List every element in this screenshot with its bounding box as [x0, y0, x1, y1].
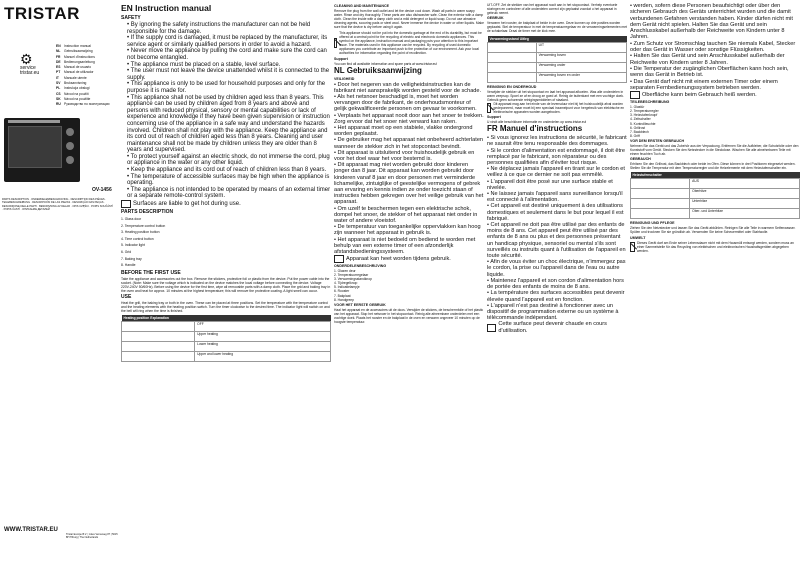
heating-symbol-cell — [488, 62, 537, 72]
bullet-item: • Verplaats het apparaat nooit door aan het snoer te trekken. Zorg ervoor dat het snoer niet verward kan raken. — [334, 112, 484, 125]
de-gebrauch-heading: GEBRAUCH — [630, 157, 651, 162]
bullet-item: • • This appliance shall not be used by children aged less than 8 years. This appliance can be used by children aged from 8 years and above and persons with reduced physical, sensory or mental capabilities or lack of experience and knowledge if they have been given supervision or instruction concerning use of the appliance in a safe way and understand the hazards involved. Children shall not play with the appliance. Keep the appliance and its cord out of reach of children aged less than 8 years. Cleaning and user maintenance shall not be made by children unless they are older than 8 years and supervised. — [127, 95, 331, 154]
language-code: FR — [56, 54, 61, 59]
heating-label-cell: Verwarming boven en onder — [536, 72, 626, 82]
de-rein-text: Ziehen Sie den Netzstecker und lassen Sie das Gerät abkühlen. Reinigen Sie alle Teile in warmem Seifenwasser. Spülen und trocknen Sie sie gründlich ab. Verwenden Sie keine Scheuermittel oder Stahlwolle. — [630, 226, 796, 235]
fr-hot-text: Cette surface peut devenir chaude en cours d'utilisation. — [498, 321, 607, 334]
nl-hot-text: Apparaat kan heet worden tijdens gebruik. — [346, 256, 451, 263]
service-badge — [20, 52, 39, 76]
hot-surface-icon — [334, 255, 344, 263]
bullet-item: • Ne laissez jamais l'appareil sans surveillance lorsqu'il est connecté à l'alimentation. — [487, 191, 623, 204]
heating-symbol-cell — [631, 209, 690, 219]
language-label: Manuel d'instructions — [64, 54, 95, 59]
recycle-bin-icon — [630, 242, 635, 252]
de-parts-heading: TEILEBESCHREIBUNG — [630, 100, 670, 105]
part-item: 2. Temperaturregler — [630, 109, 659, 114]
language-code: ES — [56, 65, 61, 70]
nl-env-block — [487, 102, 627, 114]
column-en — [121, 3, 331, 578]
de-details — [630, 100, 800, 253]
nl-parts-heading: ONDERDELENBESCHRIJVING — [334, 264, 387, 269]
language-label: Instrukcja obsługi — [64, 86, 90, 91]
part-item: 3. Heizstufenknopf — [630, 113, 658, 118]
cover-panel — [0, 0, 119, 575]
en-use-heading: USE — [121, 294, 132, 301]
nl-rein-heading: REINIGING EN ONDERHOUD — [487, 84, 537, 89]
bullet-item: • • By ignoring the safety instructions the manufacturer can not be held responsible for the damage. — [127, 22, 331, 35]
de-env-block — [630, 241, 800, 253]
en-support-text: You can find all available information and spare parts at www.tristar.eu! — [334, 61, 438, 66]
part-item: 8. Griff — [630, 133, 640, 138]
table-row — [122, 332, 331, 342]
heating-label-cell: Lower heating — [195, 342, 331, 352]
en-env-block — [334, 31, 484, 55]
knob-heating — [66, 142, 74, 150]
language-label: Gebruiksaanwijzing — [64, 49, 93, 54]
nl-support-heading: Support — [487, 115, 501, 120]
en-table-heading: Heating position Explanation — [122, 315, 331, 322]
de-vor-heading: VOR DEM ERSTEN GEBRAUCH — [630, 138, 685, 143]
table-row — [488, 42, 627, 52]
nl-support-text: U vindt alle beschikbare informatie en onderdelen op www.tristar.eu! — [487, 120, 587, 125]
en-env-text: This appliance should not be put into the domestic garbage at the end of its durability, but must be offered at a central point for the recycling of electric and electronic domestic appliances. This symbol on the appliance, instruction manual and packaging puts your attention to this important issue. The materials used in this appliance can be recycled. By recycling of used domestic appliances you contribute an important push to the protection of our environment. Ask your local authorities for information regarding the point of recollection. — [339, 31, 482, 56]
de-gebrauch-text: Erhitzen Sie den Grillrost, das Backblech oder beide im Ofen. Diese können in drei Positionen eingesetzt werden. Stellen Sie die Temperatur mit dem Temperaturregler und die Heizelemente mit dem Heizstufenschalter ein. — [630, 162, 796, 171]
language-code: PL — [56, 86, 61, 91]
bullet-item: • Cet appareil est destiné uniquement à des utilisations domestiques et seulement dans le but pour lequel il est fabriqué. — [487, 203, 624, 222]
language-label: Руководство по эксплуатации — [64, 102, 110, 107]
nl-env-text: Dit apparaat mag aan het einde van de levensduur niet bij het huishoudelijk afval worden gedeponeerd, maar moet bij een speciaal inzamelpunt voor hergebruik van elektrische en elektronische apparaten worden aangeboden. — [493, 101, 625, 115]
part-item: 6. Grid — [121, 250, 132, 254]
heating-symbol-cell — [122, 342, 195, 352]
bullet-item: • Om uzelf te beschermen tegen een elektrische schok, dompel het snoer, de stekker of het apparaat niet onder in water of andere vloeistof. — [334, 205, 478, 225]
bullet-item: • Het apparaat is niet bedoeld om bediend te worden met behulp van een externe timer of een afzonderlijk afstandsbedieningssysteem. — [334, 236, 476, 256]
bullet-item: • L'appareil doit être posé sur une surface stable et nivelée. — [487, 178, 613, 191]
language-label: Návod na použitie — [64, 96, 91, 101]
en-hot-text: Surfaces are liable to get hot during use. — [133, 200, 241, 207]
part-item: 6. Grillrost — [630, 125, 646, 130]
nl-voor-heading: VOOR HET EERSTE GEBRUIK — [334, 302, 386, 307]
part-item: 2. Temperature control button — [121, 223, 166, 228]
part-item: 1. Glazen deur — [334, 269, 356, 274]
language-label: Návod na použití — [64, 91, 89, 96]
language-label: Manual de utilizador — [64, 70, 94, 75]
de-heating-table — [630, 172, 800, 219]
parts-legal-text: PARTS DESCRIPTION · ONDERDELENBESCHRIJVING · DESCRIPTION DES PIÈCES · TEILEBESCHREIBUNG · DESCRIPCIÓN DE LAS PIEZAS · DESCRIÇÃO DAS PEÇAS · DESCRIZIONE DELLE PARTI · BESKRIVNING AV DELAR · OPIS CZĘŚCI · POPIS SOUČÁSTÍ · POPIS ČASTÍ · ОПИСАНИЕ ДЕТАЛЕЙ — [2, 198, 113, 212]
nl-table-heading: Verwarmingsstand Uitleg — [488, 36, 627, 43]
bullet-item: • Si vous ignorez les instructions de sécurité, le fabricant ne saurait être tenu responsable des dommages. — [487, 135, 627, 148]
fr-hot-note — [487, 321, 627, 333]
bullet-item: • Dit apparaat is uitsluitend voor huishoudelijk gebruik en voor het doel waar het voor bestemd is. — [334, 149, 475, 162]
table-row — [631, 199, 800, 209]
recycle-bin-icon — [334, 38, 337, 48]
bullet-item: • Als het netsnoer beschadigd is, moet het worden vervangen door de fabrikant, de onderhoudsmonteur of gelijk gekwalificeerde personen om gevaar te voorkomen. — [334, 93, 477, 113]
de-hot-text: Oberfläche kann beim Gebrauch heiß werden. — [642, 92, 757, 98]
bullet-item: • Afin de vous éviter un choc électrique, n'immergez pas le cordon, la prise ou l'appareil dans de l'eau ou autre liquide. — [487, 259, 626, 278]
de-umwelt-heading: UMWELT — [630, 235, 646, 240]
language-label: Bedienungsanleitung — [64, 59, 95, 64]
heating-label-cell: OFF — [195, 322, 331, 332]
table-row — [488, 52, 627, 62]
model-number: OV-1456 — [92, 187, 112, 193]
brand-logo: TRISTAR — [4, 4, 80, 23]
bullet-item: • werden, sofern diese Personen beaufsichtigt oder über den sicheren Gebrauch des Geräts unterrichtet wurden und die damit verbundenen Gefahren verstanden haben. Kinder dürfen nicht mit dem Gerät nicht spielen. Halten Sie das Gerät und sein Anschlusskabel außerhalb der Reichweite von Kindern unter 8 Jahren. — [630, 3, 793, 41]
table-row — [631, 189, 800, 199]
en-cleaning-heading: CLEANING AND MAINTENANCE — [334, 4, 389, 8]
oven-illustration — [4, 118, 80, 182]
language-label: Manual de usuario — [64, 65, 92, 70]
hot-surface-icon — [487, 324, 496, 332]
fr-title: FR Manuel d'instructions — [487, 124, 583, 134]
de-parts-list — [630, 105, 800, 138]
en-before-heading: BEFORE THE FIRST USE — [121, 269, 181, 276]
language-code: RU — [56, 102, 61, 107]
en-before-text: Take the appliance and accessories out the box. Remove the stickers, protective foil or plastic from the device. Put the power cable into the socket. (Note: Make sure the voltage which is indicated on the device matches the local voltage before connecting the device. Voltage 220V-240V 50/60Hz). Before using the device for the first time, wipe all removable parts with a damp cloth. Place the grid and baking tray in the oven and heat for approx. 10 minutes at the highest temperature; this will remove the protective coating. A light smell can occur. — [121, 276, 331, 294]
column-fr — [487, 3, 627, 578]
heating-label-cell: Verwarming boven — [536, 52, 626, 62]
heating-symbol-cell — [488, 52, 537, 62]
part-item: 7. Backblech — [630, 129, 649, 134]
part-item: 5. Indicatielampje — [334, 285, 360, 290]
bullet-item: • Si le cordon d'alimentation est endommagé, il doit être remplacé par le fabricant, son réparateur ou des personnes qualifiées afin d'éviter tout risque. — [487, 147, 625, 167]
language-code: PT — [56, 70, 61, 75]
bullet-item: • • If the supply cord is damaged, it must be replaced by the manufacturer, its service agent or similarly qualified persons in order to avoid a hazard. — [127, 35, 331, 48]
knob-timer — [66, 156, 74, 164]
part-item: 8. Handgreep — [334, 297, 354, 302]
table-row — [488, 62, 627, 72]
table-row — [122, 342, 331, 352]
language-item — [56, 102, 110, 107]
language-list — [56, 44, 110, 108]
de-safety-list — [630, 3, 800, 91]
en-safety-heading: SAFETY — [121, 15, 141, 21]
website: WWW.TRISTAR.EU — [4, 527, 58, 533]
bullet-item: • Het apparaat moet op een stabiele, vlakke ondergrond worden geplaatst. — [334, 124, 473, 138]
table-row — [631, 179, 800, 189]
recycle-bin-icon — [487, 103, 491, 113]
bullet-item: • Die Temperatur der zugänglichen Oberflächen kann hoch sein, wenn das Gerät in Betrieb ist. — [630, 65, 789, 79]
heating-label-cell: Oberhitze — [690, 189, 800, 199]
bullet-item: • De temperatuur van toegankelijke oppervlakken kan hoog zijn wanneer het apparaat in gebruik is. — [334, 224, 481, 237]
heating-symbol-cell — [631, 179, 690, 189]
language-label: Bruksanvisning — [64, 81, 87, 86]
part-item: 2. Temperatuurregelaar — [334, 273, 369, 278]
part-item: 3. Heating position button — [121, 230, 160, 235]
nl-safety-list — [334, 82, 484, 256]
oven-handle — [8, 120, 60, 123]
heating-symbol-cell — [122, 332, 195, 342]
bullet-item: • Zum Schutz vor Stromschlag tauchen Sie niemals Kabel, Stecker oder das Gerät in Wasser oder sonstige Flüssigkeiten. — [630, 40, 796, 54]
language-label: Instruction manual — [64, 44, 91, 48]
language-label: Manuale utente — [64, 75, 87, 80]
heating-symbol-cell — [122, 322, 195, 332]
knob-temperature — [66, 128, 74, 136]
language-code: DE — [56, 59, 61, 64]
language-code: CS — [56, 91, 61, 96]
en-safety-list — [121, 22, 331, 200]
table-row — [631, 209, 800, 219]
bullet-item: • L'appareil n'est pas destiné à fonctionner avec un dispositif de programmation externe ou un système à télécommande indépendant. — [487, 302, 619, 322]
language-code: IT — [56, 75, 59, 80]
nl-title: NL Gebruiksaanwijzing — [334, 65, 422, 75]
en-title: EN Instruction manual — [121, 3, 212, 13]
nl-hot-note — [334, 255, 484, 263]
heating-symbol-cell — [488, 72, 537, 82]
part-item: 5. Kontrollleuchte — [630, 121, 656, 126]
part-item: 4. Time control button — [121, 236, 154, 241]
bullet-item: • • This appliance is only to be used for household purposes and only for the purpose it is made for. — [127, 81, 331, 94]
hot-surface-icon — [630, 91, 640, 99]
bullet-item: • La température des surfaces accessibles peut devenir élevée quand l'appareil est en fonction. — [487, 290, 625, 303]
language-code: SK — [56, 96, 61, 101]
heating-symbol-cell — [631, 189, 690, 199]
bullet-item: • • The user must not leave the device unattended whilst it is connected to the supply. — [127, 68, 331, 81]
de-rein-heading: REINIGUNG UND PFLEGE — [630, 221, 675, 226]
table-row — [122, 322, 331, 332]
language-code: NL — [56, 49, 61, 54]
table-row — [488, 72, 627, 82]
nl-gebruik-text: Verwarm het rooster, de bakplaat of beide in de oven. Deze kunnen op drie posities worden geplaatst. Stel de temperatuur in met de temperatuurregelaar en de verwarmingselementen met de schakelaar. Draai de timer met de klok mee. — [487, 21, 627, 34]
bullet-item: • • Keep the appliance and its cord out of reach of children less than 8 years. — [127, 167, 331, 174]
en-hot-note — [121, 200, 331, 208]
nl-cont-text: UIT-OFF. Zet de stekker van het apparaat nooit aan in het stopcontact. Verhelp eventuele storingen en controleer of alle onderdelen correct zijn geplaatst voordat u het apparaat in gebruik neemt. — [487, 3, 618, 16]
part-item: 4. Tijdregelknop — [334, 281, 358, 286]
language-code: SV — [56, 81, 61, 86]
hot-surface-icon — [121, 200, 131, 208]
en-support-heading: Support — [334, 56, 348, 61]
part-item: 4. Zeitschalter — [630, 117, 651, 122]
de-vor-text: Nehmen Sie das Gerät und das Zubehör aus der Verpackung. Entfernen Sie die Aufkleber, die Schutzfolie oder den Kunststoff vom Gerät. Stecken Sie den Netzstecker in die Steckdose. Wischen Sie alle abnehmbaren Teile mit einem feuchten Tuch ab. — [630, 143, 799, 157]
en-parts-heading: PARTS DESCRIPTION — [121, 209, 174, 216]
bullet-item: • Das Gerät darf nicht mit einem externen Timer oder einem separaten Fernbedienungssystem betrieben werden. — [630, 78, 778, 91]
de-table-heading: Heizstufenschalter — [631, 172, 800, 179]
heating-symbol-cell — [631, 199, 690, 209]
part-item: 5. Indicator light — [121, 243, 145, 248]
heating-label-cell: Upper heating — [195, 332, 331, 342]
heating-label-cell: Unterhitze — [690, 199, 800, 209]
heating-symbol-cell — [488, 42, 537, 52]
nl-voor-text: Haal het apparaat en de accessoires uit de doos. Verwijder de stickers, de beschermfolie of het plastic van het apparaat. Stop het netsnoer in het stopcontact. Reinig alle afneembare onderdelen met een vochtige doek. Plaats het rooster en de bakplaat in de oven en verwarm ongeveer 10 minuten op de hoogste temperatuur. — [334, 307, 484, 324]
heating-symbol-cell — [122, 352, 195, 362]
en-parts-list — [121, 216, 331, 269]
service-label: service — [20, 65, 36, 71]
bullet-item: • Dit apparaat mag niet worden gebruikt door kinderen jonger dan 8 jaar. Dit apparaat kan worden gebruikt door kinderen vanaf 8 jaar en door personen met verminderde lichamelijke, zintuiglijke of geestelijke vermogens of gebrek aan ervaring en kennis indien ze onder toezicht staan of instructies hebben gekregen over het veilige gebruik van het apparaat. — [334, 162, 484, 206]
bullet-item: • Cet appareil ne doit pas être utilisé par des enfants de moins de 8 ans. Cet appareil peut être utilisé par des enfants de 8 ans ou plus et des personnes présentant un handicap physique, sensoriel ou mental s'ils sont surveillés ou instruits quant à l'utilisation de l'appareil en toute sécurité. — [487, 222, 626, 260]
part-item: 1. Glastür — [630, 105, 645, 110]
part-item: 6. Rooster — [334, 289, 350, 294]
column-nl — [334, 3, 484, 578]
nl-gebruik-heading: GEBRUIK — [487, 16, 504, 21]
heating-label-cell: Ober- und Unterhitze — [690, 209, 800, 219]
heating-label-cell: Verwarming onder — [536, 62, 626, 72]
bullet-item: • • Never move the appliance by pulling the cord and make sure the cord can not become entangled. — [127, 48, 331, 61]
en-heating-table — [121, 315, 331, 362]
bullet-item: • Door het negeren van de veiligheidsinstructies kan de fabrikant niet aansprakelijk worden gesteld voor de schade. — [334, 81, 482, 94]
part-item: 7. Bakplaat — [334, 293, 351, 298]
bullet-item: • De gebruiker mag het apparaat niet onbeheerd achterlaten wanneer de stekker zich in het stopcontact bevindt. — [334, 137, 484, 150]
nl-heating-table — [487, 36, 627, 83]
bullet-item: • • The appliance is not intended to be operated by means of an external timer or a separate remote-control system. — [127, 187, 331, 200]
oven-window — [8, 126, 62, 168]
nl-parts-list — [334, 269, 484, 301]
bullet-item: • • The temperature of accessible surfaces may be high when the appliance is operating. — [127, 174, 331, 187]
bullet-item: • • The appliance must be placed on a stable, level surface. — [127, 62, 331, 69]
table-row — [122, 352, 331, 362]
de-umwelt-text: Dieses Gerät darf am Ende seiner Lebensdauer nicht mit dem Hausmüll entsorgt werden, sondern muss an einer Sammelstelle für das Recycling von elektrischen und elektronischen Haushaltsgeräten abgegeben werden. — [637, 240, 794, 253]
nl-safety-heading: VEILIGHEID — [334, 76, 355, 81]
heating-label-cell: UIT — [536, 42, 626, 52]
service-url: tristar.eu — [20, 70, 40, 76]
en-cleaning-text: Remove the plug from the wall outlet and let the device cool down. Wash all parts in warm soapy water. Rinse and dry thoroughly. These parts are also dishwasher safe. Clean the exterior with a damp cloth. Clean the inside with a damp cloth and a mild detergent or liquid soap. Do not use abrasive cleaning agents, scouring pads or steel wool. Never immerse the device in water or other liquids. Make sure that the device is dry before using it again. — [334, 9, 484, 30]
bullet-item: • Ne déplacez jamais l'appareil en tirant sur le cordon et veillez à ce que ce dernier ne soit pas emmêlé. — [487, 166, 625, 179]
en-use-text: Heat the grill, the baking tray or both in the oven. These can be placed at three positions. Set the temperature with the temperature control and the heating elements with the heating position switch. Turn the timer clockwise to the desired time. The indicator light will switch on and the bell will ring when the time is finished. — [121, 301, 330, 314]
gear-icon: ⚙ — [20, 51, 33, 67]
bullet-item: • Halten Sie das Gerät und sein Anschlusskabel außerhalb der Reichweite von Kindern unter 8 Jahren. — [630, 53, 785, 66]
bullet-item: • Maintenez l'appareil et son cordon d'alimentation hors de portée des enfants de moins de 8 ans. — [487, 277, 624, 291]
part-item: 7. Baking tray — [121, 256, 142, 261]
part-item: 3. Verwarmingsstandknop — [334, 277, 372, 282]
part-item: 8. Handle — [121, 263, 136, 268]
bullet-item: • • To protect yourself against an electric shock, do not immerse the cord, plug or appliance in the water or any other liquid. — [127, 154, 331, 167]
de-hot-note — [630, 91, 800, 99]
nl-rein-text: Verwijder de stekker uit het stopcontact en laat het apparaat afkoelen. Was alle onderdelen in warm zeepsop. Spoel ze af en droog ze goed af. Reinig de buitenkant met een vochtige doek. Gebruik geen schurende reinigingsmiddelen of staalwol. — [487, 89, 624, 102]
company-address: Tristar Europe B.V. | Jules Verneweg 87 | 5015 BH Tilburg | The Netherlands — [66, 533, 118, 540]
column-de — [630, 3, 800, 578]
part-item: 1. Glass door — [121, 217, 142, 222]
heating-label-cell: Upper and lower heating — [195, 352, 331, 362]
heating-label-cell: AUS — [690, 179, 800, 189]
language-code: EN — [56, 44, 61, 48]
fr-safety-list — [487, 135, 627, 321]
